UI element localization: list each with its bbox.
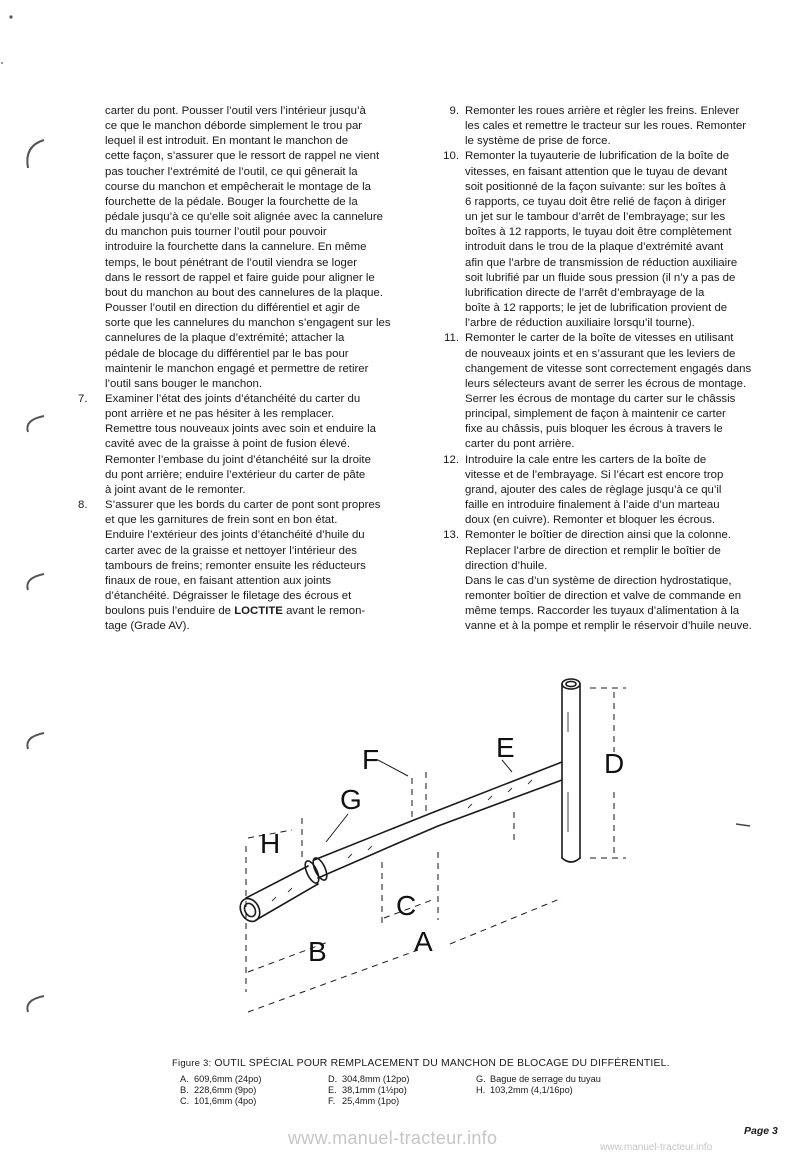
legend-item: D. 304,8mm (12po) xyxy=(328,1074,410,1084)
tool-drawing xyxy=(232,672,652,1052)
item-number: 9. xyxy=(449,105,459,117)
right-column xyxy=(425,104,767,634)
legend-item: A. 609,6mm (24po) xyxy=(180,1074,262,1084)
paragraph-continuation: carter du pont. Pousser l’outil vers l’intérieur jusqu’à ce que le manchon déborde simplement le trou par lequel il est introduit. En montant le manchon de cette façon, s’assurer que le ressort de rappel ne vient pas toucher l’extrémité de l’outil, ce qui gênerait la course du manchon et empêcherait le montage de la fourchette de la pédale. Bouger la fourchette de la pédale jusqu’à ce qu’elle soit alignée avec la cannelure du manchon puis tourner l’outil pour pouvoir introduire la fourchette dans la cannelure. En même temps, le bout pénétrant de l’outil viendra se loger dans le ressort de rappel et faire guide pour aligner le bout du manchon au bout des cannelures de la plaque. Pousser l’outil en direction du différentiel et agir de sorte que les cannelures du manchon s’engagent sur les cannelures de la plaque d’extrémité; attacher la pédale de blocage du différentiel par le bas pour maintenir le manchon engagé et permettre de retirer l’outil sans bouger le manchon. xyxy=(105,105,391,390)
legend-item: G. Bague de serrage du tuyau xyxy=(476,1074,601,1084)
label-d: D xyxy=(604,748,625,779)
loctite-brand: LOCTITE xyxy=(234,605,283,618)
list-item-8: 8. S’assurer que les bords du carter de pont sont propres et que les garnitures de frein sont en bon état. Enduire l’extérieur des joints d’étanchéité d’huile du carter avec de la graisse et nettoyer l’intérieur des tambours de freins; remonter ensuite les réducteurs finaux de roue, en faisant attention aux joints d’étanchéité. Dégraisser le filetage des écrous et boulons puis l’enduire de LOCTITE avant le remon- tage (Grade AV). xyxy=(78,499,381,633)
left-column xyxy=(78,104,406,634)
item-number: 7. xyxy=(78,392,88,405)
label-e: E xyxy=(496,732,515,763)
legend-item: E. 38,1mm (1½po) xyxy=(328,1085,407,1095)
figure-number: Figure 3: xyxy=(172,1058,212,1069)
label-b: B xyxy=(308,936,327,967)
label-g: G xyxy=(340,784,362,815)
list-item-13: 13. Remonter le boîtier de direction ainsi que la colonne. Replacer l’arbre de direction et remplir le boîtier de direction d’huile. Dans le cas d’un système de direction hydrostatique, remonter boîtier de direction et valve de commande en même temps. Raccorder les tuyaux d’alimentation à la vanne et à la pompe et remplir le réservoir d’huile neuve. xyxy=(425,528,767,634)
legend-item: H. 103,2mm (4,1/16po) xyxy=(476,1085,573,1095)
tool-diagram xyxy=(232,672,652,1052)
list-item-11: 11. Remonter le carter de la boîte de vitesses en utilisant de nouveaux joints et en s’assurant que les leviers de changement de vitesse sont correctement engagés dans leurs sélecteurs avant de serrer les écrous de montage. Serrer les écrous de montage du carter sur le châssis principal, simplement de façon à maintenir ce carter fixe au châssis, puis bloquer les écrous à travers le carter du pont arrière. xyxy=(425,331,767,452)
legend-item: C. 101,6mm (4po) xyxy=(180,1096,257,1106)
list-item-7: 7. Examiner l’état des joints d’étanchéité du carter du pont arrière et ne pas hésiter à les remplacer. Remettre tous nouveaux joints avec soin et enduire la cavité avec de la graisse à point de fusion élevé. Remonter l’embase du joint d’étanchéité sur la droite du pont arrière; enduire l’extérieur du carter de pâte à joint avant de le remonter. xyxy=(78,392,377,496)
item-number: 11. xyxy=(444,332,459,345)
label-c: C xyxy=(396,890,417,921)
list-item-10: 10. Remonter la tuyauterie de lubrification de la boîte de vitesses, en faisant attention que le tuyau de devant soit positionné de la façon suivante: sur les boîtes à 6 rapports, ce tuyau doit être relié de façon à diriger un jet sur le tambour d’arrêt de l’embrayage; sur les boîtes à 12 rapports, le tuyau doit être complètement introduit dans le trou de la plaque d’extrémité avant afin que l’arbre de transmission de réduction auxiliaire soit lubrifié par un fluide sous pression (il n’y a pas de lubrification directe de l’arrêt d’embrayage de la boîte à 12 rapports; le jet de lubrification provient de l’arbre de réduction auxiliaire lorsqu’il tourne). xyxy=(425,149,767,331)
item-number: 12. xyxy=(443,453,459,466)
legend-item xyxy=(476,1096,660,1107)
item-number: 8. xyxy=(78,499,88,512)
figure-title: OUTIL SPÉCIAL POUR REMPLACEMENT DU MANCHON DE BLOCAGE DU DIFFÉRENTIEL. xyxy=(214,1058,670,1069)
figure-caption xyxy=(172,1058,732,1070)
item-number: 13. xyxy=(443,529,459,542)
item-number: 10. xyxy=(443,150,459,163)
legend-item: B. 228,6mm (9po) xyxy=(180,1085,257,1095)
website-watermark-small[interactable]: www.manuel-tracteur.info xyxy=(600,1142,713,1153)
page-number: Page 3 xyxy=(744,1125,778,1137)
website-watermark[interactable]: www.manuel-tracteur.info xyxy=(288,1128,498,1148)
list-item-9: 9. Remonter les roues arrière et règler les freins. Enlever les cales et remettre le tracteur sur les roues. Remonter le système de prise de force. xyxy=(425,104,767,149)
label-f: F xyxy=(362,744,380,775)
label-h: H xyxy=(260,828,281,859)
list-item-12: 12. Introduire la cale entre les carters de la boîte de vitesse et de l’embrayage. Si l’écart est encore trop grand, ajouter des cales de règlage jusqu’à ce qu’il faille en introduire finalement à l’aide d’un marteau doux (en cuivre). Remonter et bloquer les écrous. xyxy=(425,453,767,529)
legend-item: F. 25,4mm (1po) xyxy=(328,1096,400,1106)
label-a: A xyxy=(414,926,433,957)
figure-legend xyxy=(180,1074,660,1107)
